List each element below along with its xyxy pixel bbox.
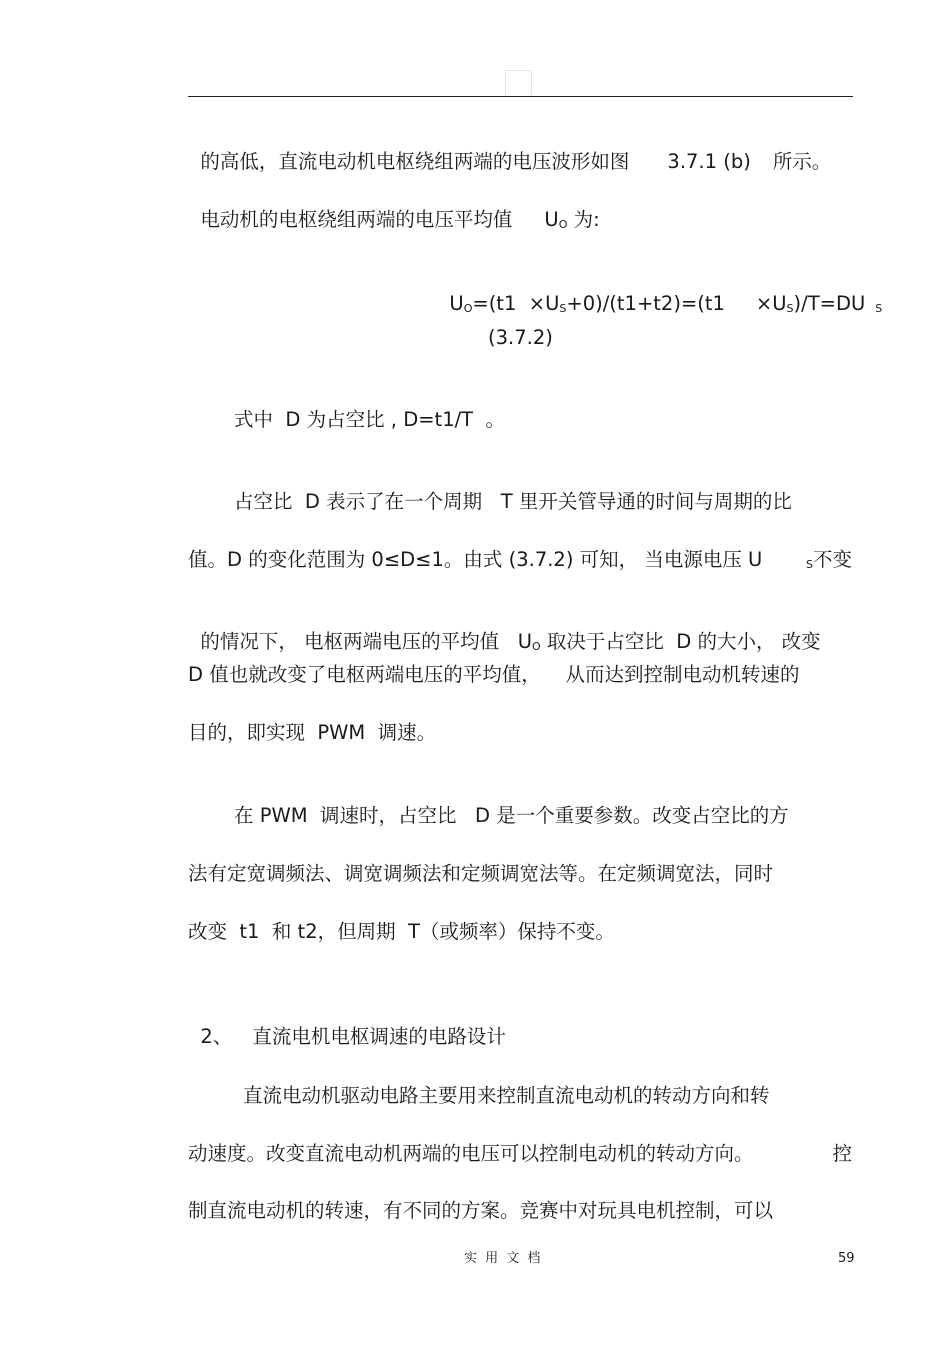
text-fragment: 动速度。改变直流电动机两端的电压可以控制电动机的转动方向。 bbox=[188, 1142, 754, 1165]
subscript: O bbox=[463, 302, 473, 315]
paragraph-line: 在 PWM 调速时，占空比 D 是一个重要参数。改变占空比的方 bbox=[234, 804, 789, 827]
text-line bbox=[188, 184, 600, 237]
text-fragment: 所示。 bbox=[772, 150, 832, 173]
text-line bbox=[188, 126, 831, 174]
eq-part: =(t1 ×U bbox=[472, 292, 560, 315]
subscript: S bbox=[806, 558, 813, 571]
header-box bbox=[505, 70, 532, 95]
text-fragment: 取决于占空比 D 的大小， 改变 bbox=[540, 630, 821, 653]
paragraph-line bbox=[188, 548, 852, 577]
equation-number: (3.7.2) bbox=[488, 326, 553, 349]
subscript: S bbox=[786, 302, 794, 315]
section-heading bbox=[188, 1001, 506, 1049]
footer-label: 实 用 文 档 bbox=[464, 1251, 543, 1266]
subscript: O bbox=[531, 640, 541, 653]
text-fragment: 值。D 的变化范围为 0≤D≤1。由式 (3.7.2) 可知， 当电源电压 U bbox=[188, 548, 763, 571]
text-fragment: 为: bbox=[567, 208, 600, 231]
text-fragment: 的情况下， 电枢两端电压的平均值 U bbox=[200, 630, 532, 653]
text-line: 式中 D 为占空比 , D=t1/T 。 bbox=[234, 408, 505, 431]
text-fragment: 电动机的电枢绕组两端的电压平均值 bbox=[200, 208, 513, 231]
subscript: S bbox=[559, 302, 567, 315]
paragraph-line: 制直流电动机的转速，有不同的方案。竞赛中对玩具电机控制，可以 bbox=[188, 1199, 774, 1222]
eq-part: +0)/(t1+t2)=(t1 ×U bbox=[566, 292, 787, 315]
page-number: 59 bbox=[838, 1251, 855, 1266]
paragraph-line: 法有定宽调频法、调宽调频法和定频调宽法等。在定频调宽法，同时 bbox=[188, 862, 774, 885]
paragraph-line: 占空比 D 表示了在一个周期 T 里开关管导通的时间与周期的比 bbox=[234, 490, 792, 513]
text-fragment: 控 bbox=[832, 1142, 852, 1165]
paragraph-line: D 值也就改变了电枢两端电压的平均值， 从而达到控制电动机转速的 bbox=[188, 663, 800, 686]
section-title: 直流电机电枢调速的电路设计 bbox=[252, 1025, 506, 1048]
paragraph-line bbox=[188, 1142, 852, 1166]
figure-reference: 3.7.1 (b) bbox=[667, 150, 751, 173]
paragraph-line: 直流电动机驱动电路主要用来控制直流电动机的转动方向和转 bbox=[243, 1084, 770, 1107]
paragraph-line: 目的，即实现 PWM 调速。 bbox=[188, 721, 437, 744]
paragraph-line: 改变 t1 和 t2，但周期 T（或频率）保持不变。 bbox=[188, 920, 615, 943]
equation bbox=[437, 268, 882, 321]
eq-part: )/T=DU bbox=[793, 292, 866, 315]
subscript: O bbox=[558, 218, 568, 231]
text-fragment: 的高低，直流电动机电枢绕组两端的电压波形如图 bbox=[200, 150, 630, 173]
header-rule bbox=[188, 96, 853, 97]
eq-part: U bbox=[449, 292, 464, 315]
text-fragment: 不变 bbox=[812, 548, 852, 571]
symbol: U bbox=[544, 208, 559, 231]
paragraph-line bbox=[188, 606, 821, 659]
section-number: 2、 bbox=[200, 1025, 233, 1048]
subscript: S bbox=[875, 302, 883, 315]
